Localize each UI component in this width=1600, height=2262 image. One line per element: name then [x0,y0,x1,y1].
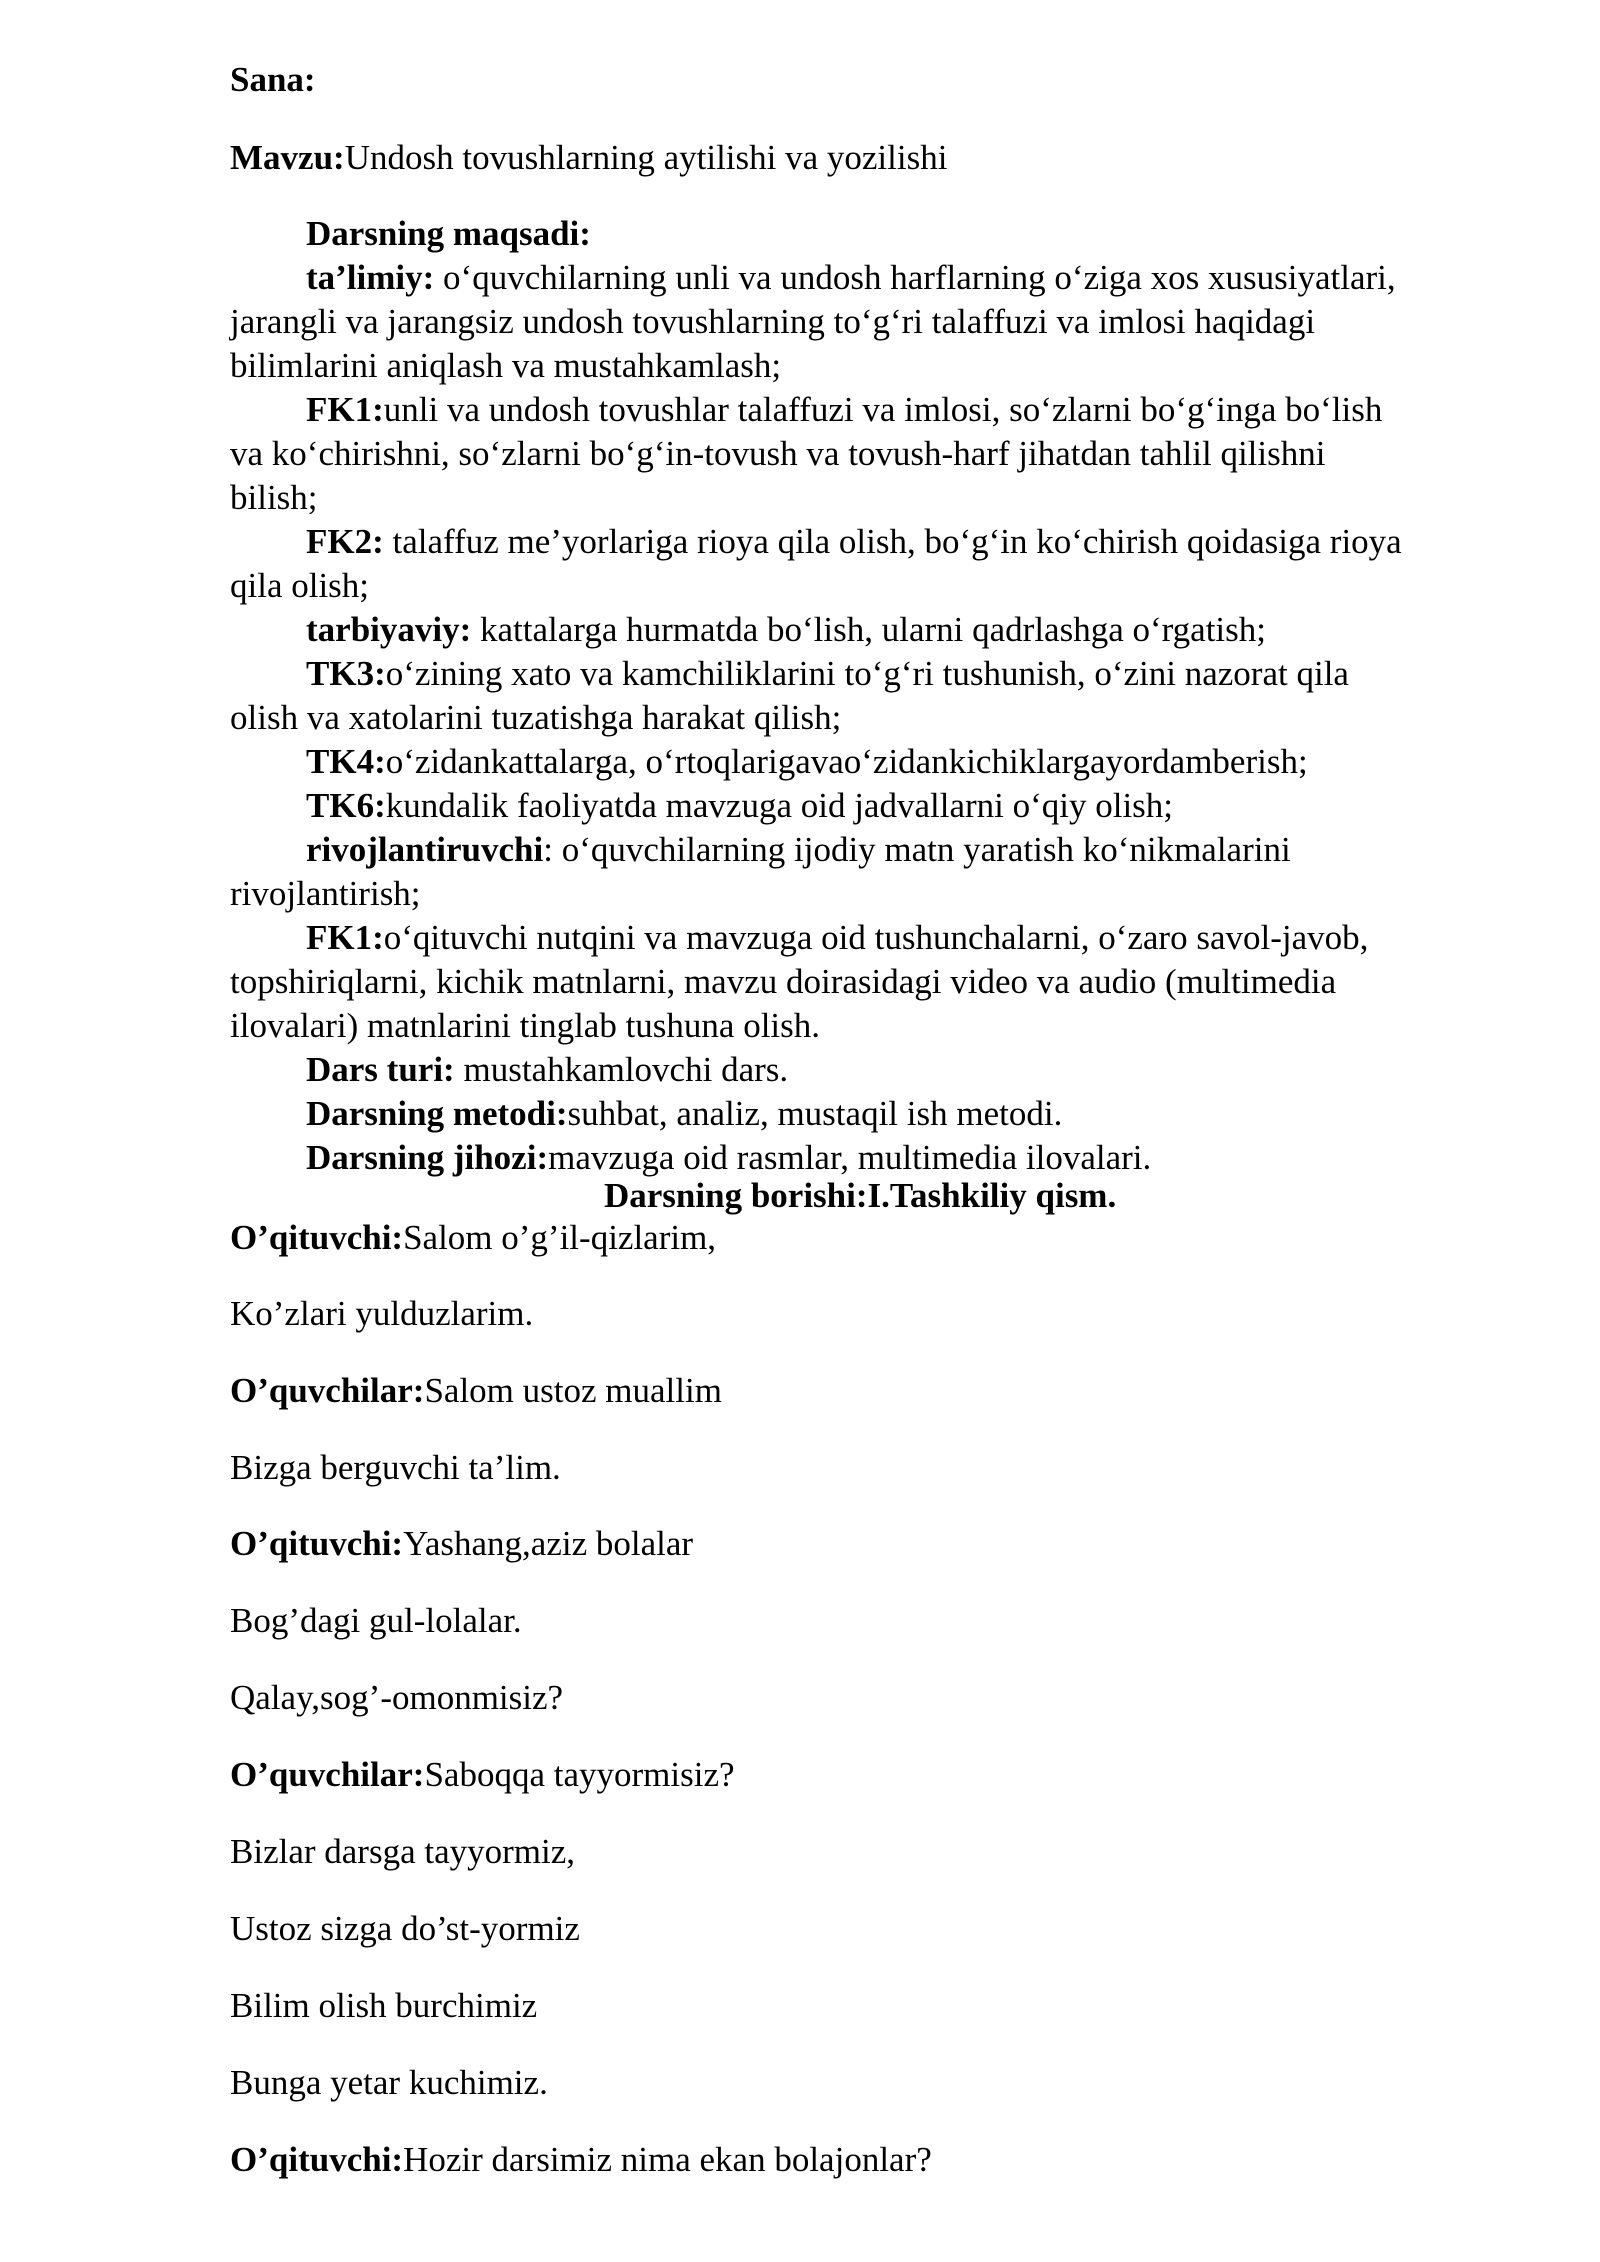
teacher-label: O’qituvchi: [230,2140,404,2179]
goals-heading: Darsning maqsadi: [306,214,591,253]
tarbiyaviy-label: tarbiyaviy: [306,610,472,649]
fk2-line-1: FK2: talaffuz me’yorlariga rioya qila olish, bo‘g‘in ko‘chirish qoidasiga rioya [306,522,1402,561]
dialogue-teacher-2: O’qituvchi:Yashang,aziz bolalar [230,1524,694,1563]
sana-line [230,58,316,102]
dialogue-students-1: O’quvchilar:Salom ustoz muallim [230,1371,722,1410]
metodi-line: Darsning metodi:suhbat, analiz, mustaqil ish metodi. [306,1094,1063,1133]
dars-turi-label: Dars turi: [306,1050,455,1089]
sana-label: Sana: [230,60,316,99]
mavzu-text: Undosh tovushlarning aytilishi va yozilishi [344,138,948,177]
tk3-line-2: olish va xatolarini tuzatishga harakat qilish; [230,698,842,737]
talimiy-line-3: bilimlarini aniqlash va mustahkamlash; [230,346,782,385]
tk3-line-1: TK3:o‘zining xato va kamchiliklarini to‘g‘ri tushunish, o‘zini nazorat qila [306,654,1349,693]
rivoj-label: rivojlantiruvchi [306,830,544,869]
dialogue-line: Ustoz sizga do’st-yormiz [230,1909,580,1948]
metodi-label: Darsning metodi: [306,1094,568,1133]
teacher-label: O’qituvchi: [230,1524,404,1563]
fk1b-line-3: ilovalari) matnlarini tinglab tushuna olish. [230,1006,821,1045]
fk1-label: FK1: [306,390,384,429]
fk1b-line-1: FK1:o‘qituvchi nutqini va mavzuga oid tushunchalarni, o‘zaro savol-javob, [306,918,1369,957]
tk6-line: TK6:kundalik faoliyatda mavzuga oid jadvallarni o‘qiy olish; [306,786,1174,825]
fk2-label: FK2: [306,522,384,561]
fk1-line-1: FK1:unli va undosh tovushlar talaffuzi va imlosi, so‘zlarni bo‘g‘inga bo‘lish [306,390,1383,429]
fk1b-label: FK1: [306,918,384,957]
dialogue-line: Bizga berguvchi ta’lim. [230,1448,561,1487]
dialogue-teacher-1: O’qituvchi:Salom o’g’il-qizlarim, [230,1218,717,1257]
borishi-heading: Darsning borishi:I.Tashkiliy qism. [604,1176,1117,1215]
dialogue-line: Bog’dagi gul-lolalar. [230,1601,522,1640]
tk3-label: TK3: [306,654,386,693]
students-label: O’quvchilar: [230,1755,425,1794]
fk1-line-2: va ko‘chirishni, so‘zlarni bo‘g‘in-tovush va tovush-harf jihatdan tahlil qilishni [230,434,1326,473]
rivoj-line-2: rivojlantirish; [230,874,421,913]
fk2-line-2: qila olish; [230,566,370,605]
jihozi-label: Darsning jihozi: [306,1138,549,1177]
dars-turi-line: Dars turi: mustahkamlovchi dars. [306,1050,789,1089]
tk4-label: TK4: [306,742,386,781]
mavzu-line [230,136,947,180]
dialogue-line: Bunga yetar kuchimiz. [230,2063,548,2102]
mavzu-label: Mavzu: [230,138,345,177]
dialogue-line: Bizlar darsga tayyormiz, [230,1832,576,1871]
talimiy-line-1: ta’limiy: o‘quvchilarning unli va undosh harflarning o‘ziga xos xususiyatlari, [306,258,1396,297]
teacher-label: O’qituvchi: [230,1218,404,1257]
tarbiyaviy-line: tarbiyaviy: kattalarga hurmatda bo‘lish, ularni qadrlashga o‘rgatish; [306,610,1266,649]
students-label: O’quvchilar: [230,1371,425,1410]
fk1b-line-2: topshiriqlarni, kichik matnlarni, mavzu doirasidagi video va audio (multimedia [230,962,1337,1001]
dialogue-teacher-3: O’qituvchi:Hozir darsimiz nima ekan bolajonlar? [230,2140,932,2179]
tk4-line: TK4:o‘zidankattalarga, o‘rtoqlarigavao‘zidankichiklargayordamberish; [306,742,1308,781]
dialogue-line: Ko’zlari yulduzlarim. [230,1294,534,1333]
talimiy-label: ta’limiy: [306,258,435,297]
talimiy-line-2: jarangli va jarangsiz undosh tovushlarning to‘g‘ri talaffuzi va imlosi haqidagi [230,302,1316,341]
fk1-line-3: bilish; [230,478,318,517]
dialogue-line: Qalay,sog’-omonmisiz? [230,1678,564,1717]
dialogue-students-2: O’quvchilar:Saboqqa tayyormisiz? [230,1755,735,1794]
rivoj-line-1: rivojlantiruvchi: o‘quvchilarning ijodiy matn yaratish ko‘nikmalarini [306,830,1291,869]
jihozi-line: Darsning jihozi:mavzuga oid rasmlar, multimedia ilovalari. [306,1138,1152,1177]
tk6-label: TK6: [306,786,386,825]
dialogue-line: Bilim olish burchimiz [230,1986,538,2025]
